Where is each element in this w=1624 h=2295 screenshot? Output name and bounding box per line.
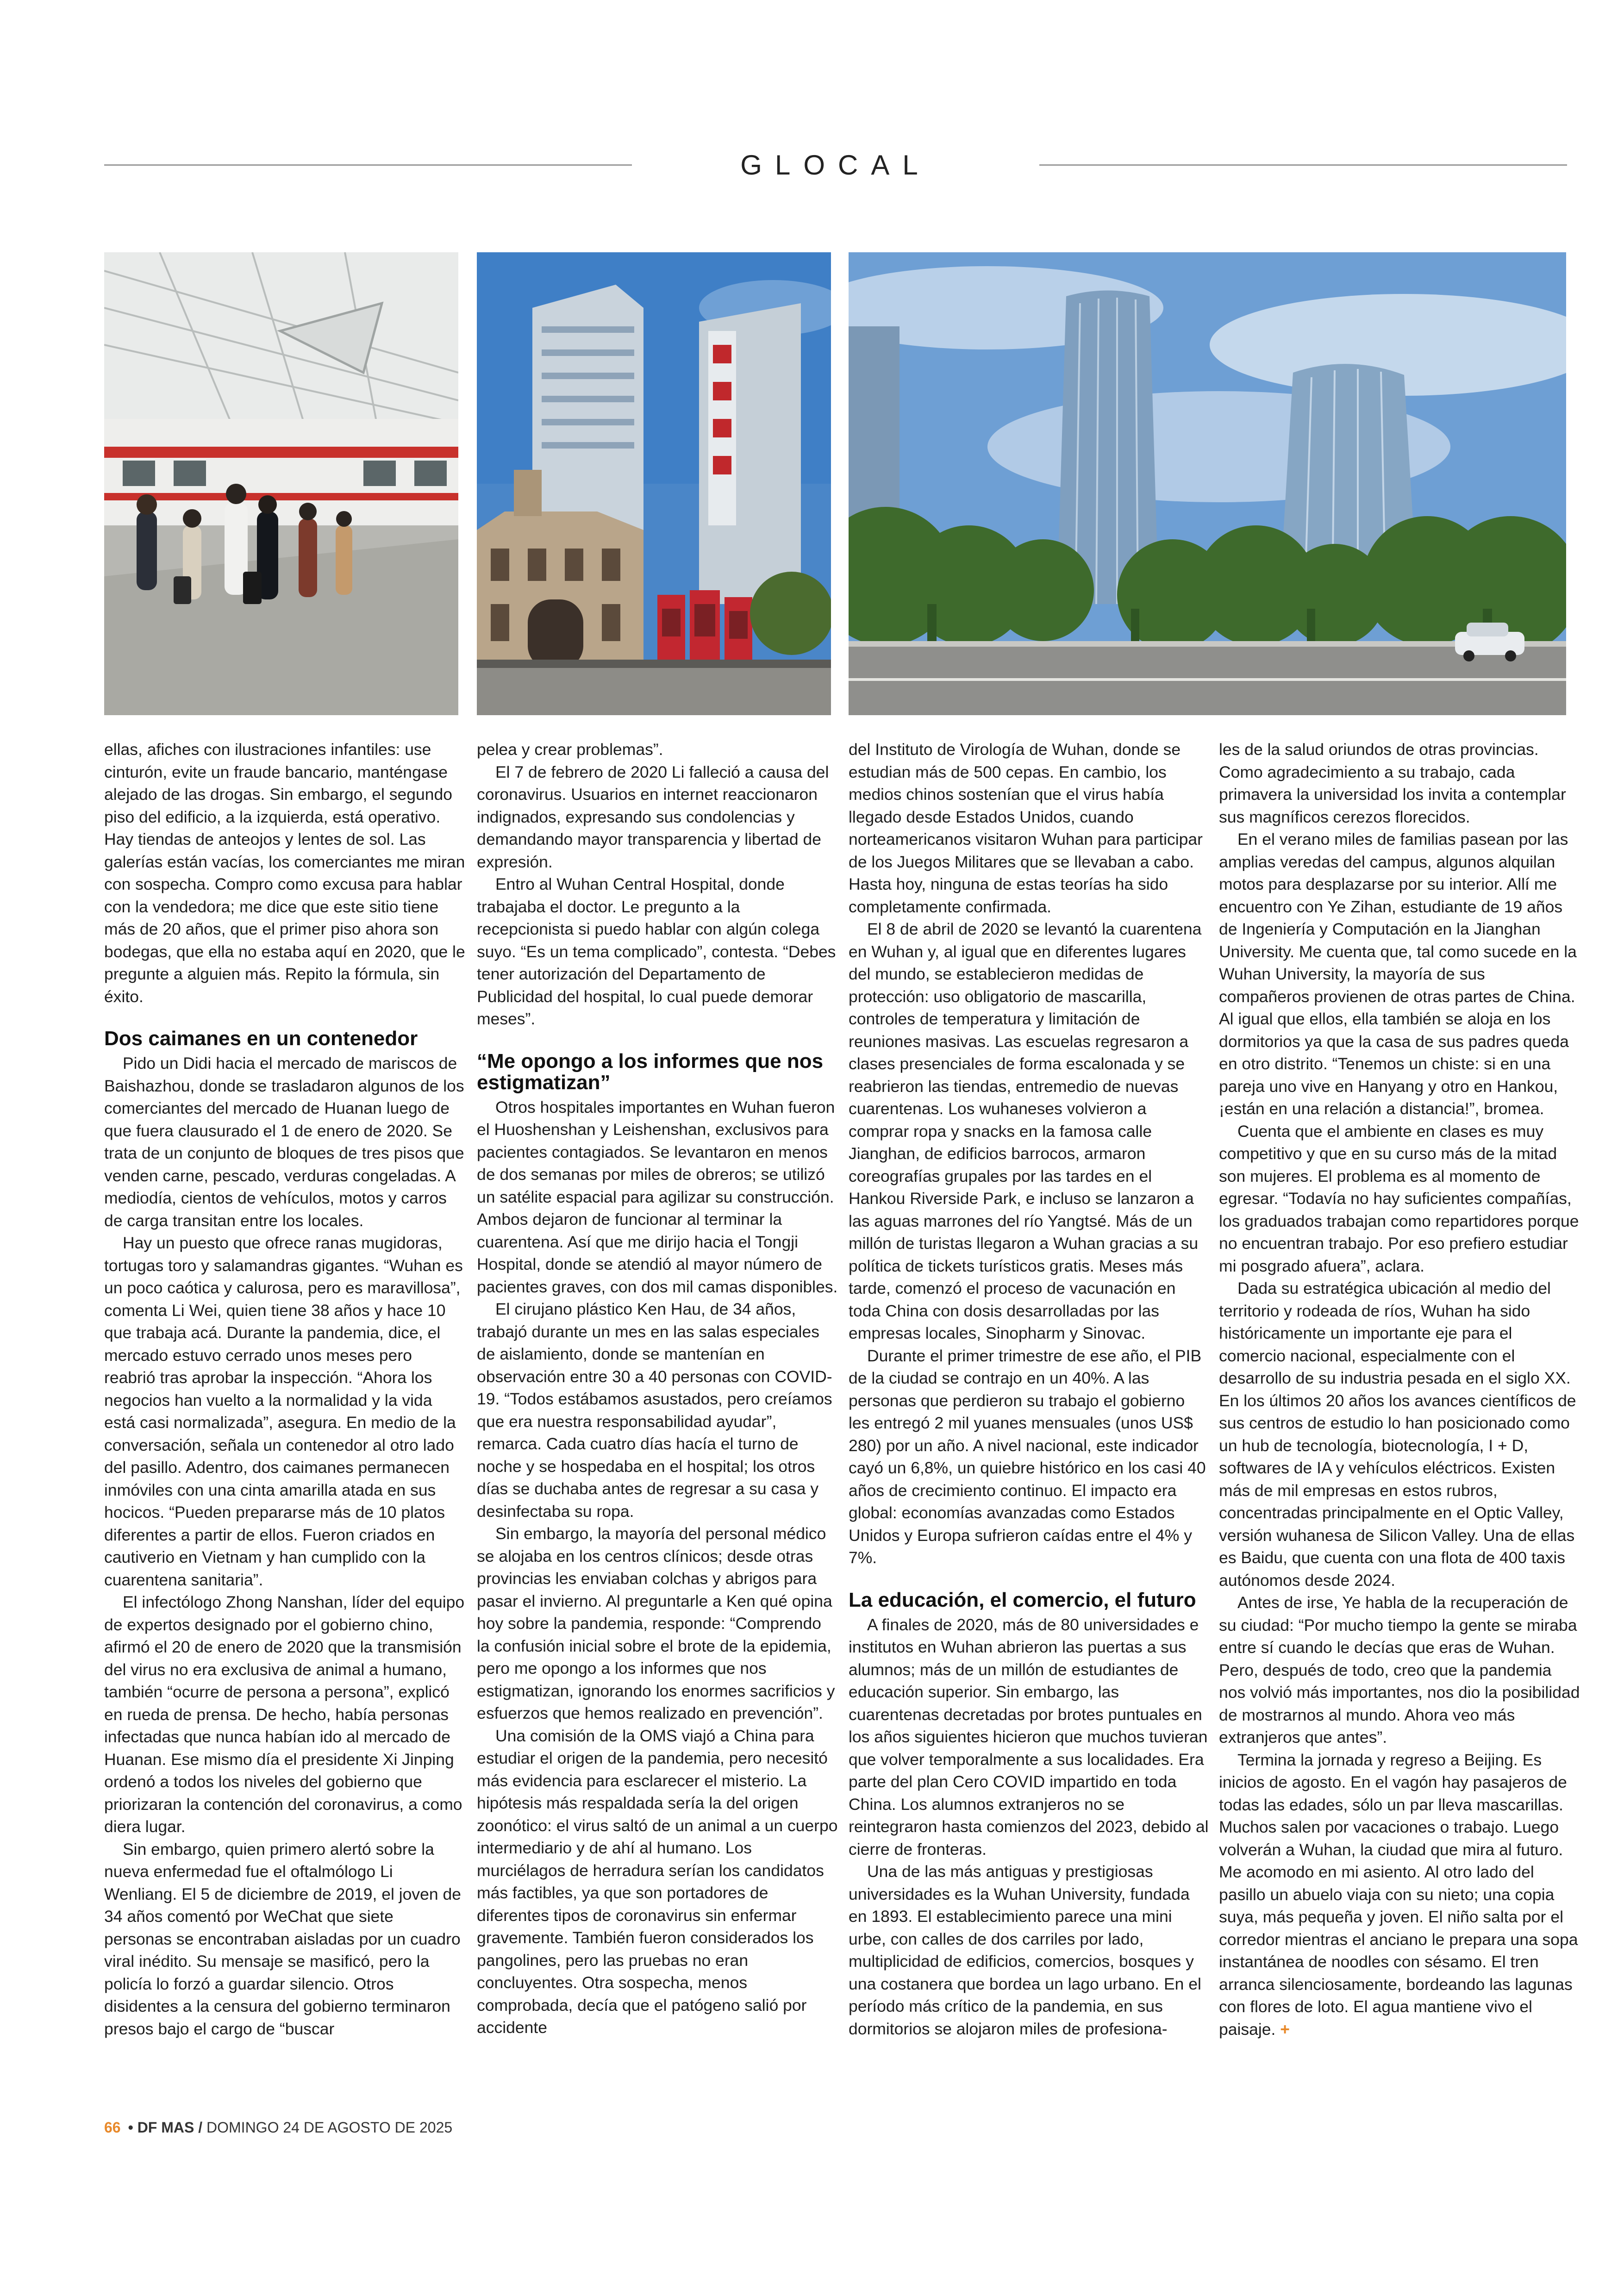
paragraph-text: Termina la jornada y regreso a Beijing. Es inicios de agosto. En el vagón hay pasajeros de todas las edades, sólo un par lleva mascarillas. Muchos salen por vacaciones o trabajo. Luego volverán a Wuhan, la ciudad que mira al futuro. Me acomodo en mi asiento. Al otro lado del pasillo un abuelo viaja con su nieto; una copia suya, más pequeña y joven. El niño salta por el corredor mientras el anciano le prepara una sopa instantánea de noodles con sésamo. El tren arranca silenciosamente, bordeando las lagunas con flores de loto. El agua mantiene vivo el paisaje. bbox=[1219, 1750, 1578, 2039]
subheading: Dos caimanes en un contenedor bbox=[104, 1027, 418, 1050]
subheading: La educación, el comercio, el futuro bbox=[849, 1588, 1196, 1611]
section-title: GLOCAL bbox=[740, 150, 931, 181]
paragraph: Entro al Wuhan Central Hospital, donde trabajaba el doctor. Le pregunto a la recepcionista si puedo hablar con algún colega suyo. “Es un tema complicado”, contesta. “Debes tener autorización del Departamento de Publicidad del hospital, lo cual puede demorar meses”. bbox=[477, 875, 836, 1028]
paragraph: El infectólogo Zhong Nanshan, líder del equipo de expertos designado por el gobierno chino, afirmó el 20 de enero de 2020 que la transmisión del virus no era exclusiva de animal a humano, también “ocurre de persona a persona”, explicó en rueda de prensa. De hecho, había personas infectadas que nunca habían ido al mercado de Huanan. Ese mismo día el presidente Xi Jinping ordenó a todos los niveles del gobierno que priorizaran la contención del coronavirus, a como diera lugar. bbox=[104, 1593, 465, 1836]
paragraph: ellas, afiches con ilustraciones infantiles: use cinturón, evite un fraude bancario, manténgase alejado de las drogas. Sin embargo, el segundo piso del edificio, a la izquierda, está operativo. Hay tiendas de anteojos y lentes de sol. Las galerías están vacías, los comerciantes me miran con sospecha. Compro como excusa para hablar con la vendedora; me dice que este sitio tiene más de 20 años, que el primer piso ahora son bodegas, que ella no estaba aquí en 2020, que le pregunte a alguien más. Repito la fórmula, sin éxito. bbox=[104, 740, 465, 1006]
publication-date: DOMINGO 24 DE AGOSTO DE 2025 bbox=[206, 2119, 453, 2136]
header-rule-left bbox=[104, 164, 632, 166]
page-number: 66 bbox=[104, 2119, 121, 2136]
subheading: “Me opongo a los informes que nos estigmatizan” bbox=[477, 1049, 824, 1094]
paragraph: Una de las más antiguas y prestigiosas universidades es la Wuhan University, fundada en 1893. El establecimiento parece una mini urbe, con calles de dos carriles por lado, multiplicidad de edificios, comercios, bosques y una costanera que bordea un lago urbano. En el período más crítico de la pandemia, en sus dormitorios se alojaron miles de profesiona- bbox=[849, 1862, 1201, 2038]
towers-photo bbox=[849, 252, 1566, 715]
end-of-article-mark: + bbox=[1280, 2020, 1290, 2039]
paragraph: Una comisión de la OMS viajó a China para estudiar el origen de la pandemia, pero necesitó más evidencia para esclarecer el misterio. La hipótesis más respaldada sería la del origen zoonótico: el virus saltó de un animal a un cuerpo intermediario y de ahí al humano. Los murciélagos de herradura serían los candidatos más factibles, ya que son portadores de diferentes tipos de coronavirus sin enfermar gravemente. También fueron considerados los pangolines, pero las pruebas no eran concluyentes. Otra sospecha, menos comprobada, decía que el patógeno salió por accidente bbox=[477, 1726, 838, 2037]
paragraph: A finales de 2020, más de 80 universidades e institutos en Wuhan abrieron las puertas a sus alumnos; más de un millón de estudiantes de educación superior. Sin embargo, las cuarentenas decretadas por brotes puntuales en los años siguientes hicieron que muchos tuvieran que volver temporalmente a sus localidades. Era parte del plan Cero COVID impartido en toda China. Los alumnos extranjeros no se reintegraron hasta comienzos del 2023, debido al cierre de fronteras. bbox=[849, 1615, 1209, 1858]
paragraph: El cirujano plástico Ken Hau, de 34 años, trabajó durante un mes en las salas especiales de aislamiento, donde se mantenían en observación entre 30 a 40 personas con COVID-19. “Todos estábamos asustados, pero creíamos que era nuestra responsabilidad ayudar”, remarca. Cada cuatro días hacía el turno de noche y se hospedaba en el hospital; los otros días se duchaba antes de regresar a su casa y desinfectaba su ropa. bbox=[477, 1300, 832, 1521]
header-rule-right bbox=[1039, 164, 1567, 166]
paragraph: Hay un puesto que ofrece ranas mugidoras, tortugas toro y salamandras gigantes. “Wuhan es un poco caótica y calurosa, pero es maravillosa”, comenta Li Wei, quien tiene 38 años y hace 10 que trabaja acá. Durante la pandemia, dice, el mercado estuvo cerrado unos meses pero reabrió tras aprobar la inspección. “Ahora los negocios han vuelto a la normalidad y la vida está casi normalizada”, asegura. En medio de la conversación, señala un contenedor al otro lado del pasillo. Adentro, dos caimanes permanecen inmóviles con una cinta amarilla atada en sus hocicos. “Pueden prepararse más de 10 platos diferentes a partir de ellos. Fueron criados en cautiverio en Vietnam y han cumplido con la cuarentena sanitaria”. bbox=[104, 1234, 463, 1589]
paragraph: del Instituto de Virología de Wuhan, donde se estudian más de 500 cepas. En cambio, los medios chinos sostenían que el virus había llegado desde Estados Unidos, cuando norteamericanos visitaron Wuhan para participar de los Juegos Militares que se llevaban a cabo. Hasta hoy, ninguna de estas teorías ha sido completamente confirmada. bbox=[849, 740, 1203, 916]
paragraph: Durante el primer trimestre de ese año, el PIB de la ciudad se contrajo en un 40%. A las personas que perdieron su trabajo el gobierno les entregó 2 mil yuanes mensuales (unos US$ 280) por un año. A nivel nacional, este indicador cayó un 6,8%, un quiebre histórico en los casi 40 años de crecimiento continuo. El impacto era global: economías avanzadas como Estados Unidos y Europa sufrieron caídas entre el 4% y 7%. bbox=[849, 1346, 1206, 1567]
paragraph: Dada su estratégica ubicación al medio del territorio y rodeada de ríos, Wuhan ha sido históricamente un importante eje para el comercio nacional, especialmente con el desarrollo de su industria pesada en el siglo XX. En los últimos 20 años los avances científicos de sus centros de estudio lo han posicionado como un hub de tecnología, biotecnología, I + D, softwares de IA y vehículos eléctricos. Existen más de mil empresas en estos rubros, concentradas principalmente en el Optic Valley, versión wuhanesa de Silicon Valley. Una de ellas es Baidu, que cuenta con una flota de 400 taxis autónomos desde 2024. bbox=[1219, 1279, 1576, 1590]
paragraph: Otros hospitales importantes en Wuhan fueron el Huoshenshan y Leishenshan, exclusivos para pacientes contagiados. Se levantaron en menos de dos semanas por miles de obreros; se utilizó un satélite espacial para agilizar su construcción. Ambos dejaron de funcionar al terminar la cuarentena. Así que me dirijo hacia el Tongji Hospital, donde se atendió al mayor número de pacientes graves, con dos mil camas disponibles. bbox=[477, 1098, 838, 1296]
paragraph: Pido un Didi hacia el mercado de mariscos de Baishazhou, donde se trasladaron algunos de los comerciantes del mercado de Huanan luego de que fuera clausurado el 1 de enero de 2020. Se trata de un conjunto de bloques de tres pisos que venden carne, pescado, verduras congeladas. A mediodía, cientos de vehículos, motos y carros de carga transitan entre los locales. bbox=[104, 1054, 464, 1230]
paragraph: Sin embargo, la mayoría del personal médico se alojaba en los centros clínicos; desde otras provincias les enviaban colchas y abrigos para pasar el invierno. Al preguntarle a Ken qué opina hoy sobre la pandemia, responde: “Comprendo la confusión inicial sobre el brote de la epidemia, pero me opongo a los informes que nos estigmatizan, ignorando los enormes sacrificios y esfuerzos que hemos realizado en prevención”. bbox=[477, 1524, 835, 1722]
paragraph: Antes de irse, Ye habla de la recuperación de su ciudad: “Por mucho tiempo la gente se miraba entre sí cuando le decías que eras de Wuhan. Pero, después de todo, creo que la pandemia nos volvió más importantes, nos dio la posibilidad de mostrarnos al mundo. Ahora veo más extranjeros que antes”. bbox=[1219, 1593, 1580, 1746]
hospital-photo bbox=[477, 252, 831, 715]
article-column-4 bbox=[1219, 738, 1580, 2040]
paragraph bbox=[1219, 1749, 1580, 2041]
paragraph: El 8 de abril de 2020 se levantó la cuarentena en Wuhan y, al igual que en diferentes lugares del mundo, se establecieron medidas de protección: uso obligatorio de mascarilla, controles de temperatura y limitación de reuniones masivas. Las escuelas regresaron a clases presenciales de forma escalonada y se reabrieron las tiendas, entremedio de nuevas cuarentenas. Los wuhaneses volvieron a comprar ropa y snacks en la famosa calle Jianghan, de edificios barrocos, armaron coreografías grupales por las tardes en el Hankou Riverside Park, e incluso se lanzaron a las aguas marrones del río Yangtsé. Más de un millón de turistas llegaron a Wuhan gracias a su política de tickets turísticos gratis. Meses más tarde, comenzó el proceso de vacunación en toda China con dosis desarrolladas por las empresas locales, Sinopharm y Sinovac. bbox=[849, 920, 1202, 1342]
article-column-3 bbox=[849, 738, 1210, 2040]
paragraph: Sin embargo, quien primero alertó sobre la nueva enfermedad fue el oftalmólogo Li Wenliang. El 5 de diciembre de 2019, el joven de 34 años comentó por WeChat que siete personas se encontraban aisladas por un cuadro viral inédito. Su mensaje se masificó, pero la policía lo forzó a guardar silencio. Otros disidentes a la censura del gobierno terminaron presos bajo el cargo de “buscar bbox=[104, 1840, 461, 2038]
paragraph: Cuenta que el ambiente en clases es muy competitivo y que en su curso más de la mitad son mujeres. El problema es al momento de egresar. “Todavía no hay suficientes compañías, los graduados trabajan como repartidores porque no encuentran trabajo. Por eso prefiero estudiar mi posgrado afuera”, aclara. bbox=[1219, 1122, 1579, 1275]
paragraph: En el verano miles de familias pasean por las amplias veredas del campus, algunos alquilan motos para desplazarse por su interior. Allí me encuentro con Ye Zihan, estudiante de 19 años de Ingeniería y Computación en la Jianghan University. Me cuenta que, tal como sucede en la Wuhan University, la mayoría de sus compañeros provienen de otras partes de China. Al igual que ellos, ella también se aloja en los dormitorios ya que la casa de sus padres queda en otro distrito. “Tenemos un chiste: si en una pareja uno vive en Hanyang y otro en Hankou, ¡están en una relación a distancia!”, bromea. bbox=[1219, 830, 1577, 1118]
article-column-2 bbox=[477, 738, 838, 2039]
train-station-photo bbox=[104, 252, 458, 715]
article-column-1 bbox=[104, 738, 465, 2040]
paragraph: les de la salud oriundos de otras provincias. Como agradecimiento a su trabajo, cada primavera la universidad los invita a contemplar sus magníficos cerezos florecidos. bbox=[1219, 740, 1566, 826]
paragraph: El 7 de febrero de 2020 Li falleció a causa del coronavirus. Usuarios en internet reaccionaron indignados, expresando sus condolencias y demandando mayor transparencia y libertad de expresión. bbox=[477, 762, 829, 871]
page-footer bbox=[104, 2119, 452, 2136]
publication-name: • DF MAS / bbox=[128, 2119, 203, 2136]
paragraph: pelea y crear problemas”. bbox=[477, 740, 663, 759]
